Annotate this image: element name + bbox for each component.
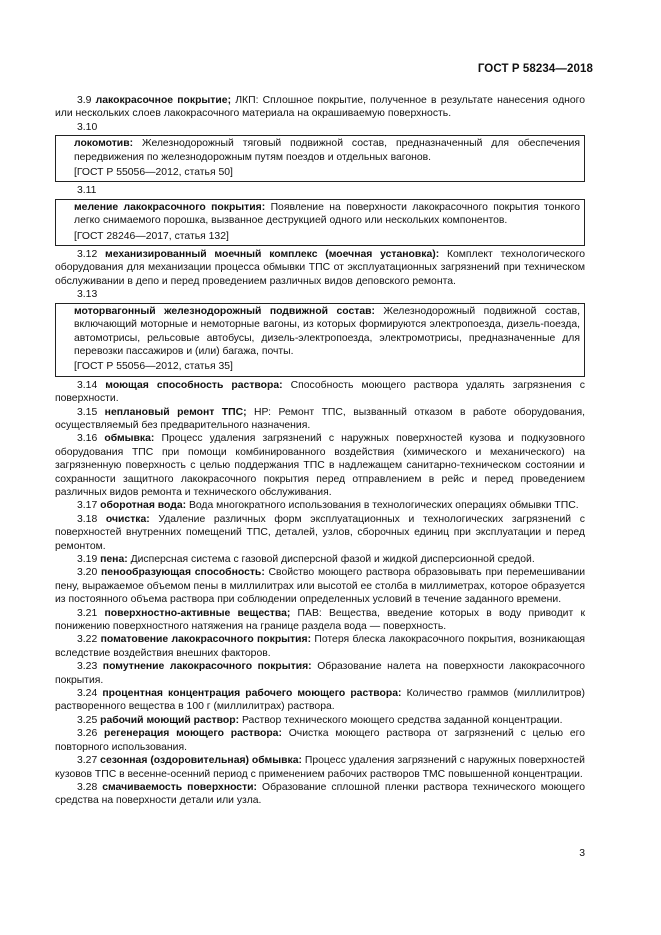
entry-definition: Удаление различных форм эксплуатационных и технологических загрязнений с поверхностей внутренних помещений ТПС, деталей, узлов, сборочных единиц при эксплуатации и перед ремонтом. <box>55 513 585 552</box>
entry-number: 3.15 <box>77 406 98 418</box>
entry-definition: Дисперсная система с газовой дисперсной фазой и жидкой дисперсионной средой. <box>127 554 535 565</box>
entry-term: моторвагонный железнодорожный подвижной состав: <box>74 305 375 317</box>
entry-definition: Количество граммов (миллилитров) растворенного вещества в 100 г (миллилитрах) раствора. <box>55 688 585 713</box>
term-entry-3-16 <box>55 432 585 499</box>
entry-term: сезонная (оздоровительная) обмывка: <box>100 755 302 767</box>
term-entry-3-28 <box>55 781 585 808</box>
entry-number: 3.26 <box>77 728 98 740</box>
entry-term: обмывка: <box>104 433 155 445</box>
entry-term: смачиваемость поверхности: <box>102 781 258 793</box>
entry-definition: НР: Ремонт ТПС, вызванный отказом в работе оборудования, осуществляемый без предварительного назначения. <box>55 406 585 431</box>
entry-number: 3.27 <box>77 755 98 767</box>
term-entry-3-12 <box>55 248 585 288</box>
entry-term: очистка: <box>105 513 150 525</box>
entry-term: меление лакокрасочного покрытия: <box>74 201 266 213</box>
entry-term: поматовение лакокрасочного покрытия: <box>100 634 312 646</box>
entry-number: 3.23 <box>77 661 98 673</box>
entry-number: 3.19 <box>77 554 98 565</box>
page-number: 3 <box>579 848 585 859</box>
source-reference: [ГОСТ 28246—2017, статья 132] <box>74 230 229 242</box>
entry-definition: Образование налета на поверхности лакокрасочного покрытия. <box>55 661 586 686</box>
entry-definition: Процесс удаления загрязнений с наружных поверхностей кузовов ТПС в весенне-осенний период с применением рабочих растворов ТМС повышенной концентрации. <box>55 755 585 780</box>
term-entry-3-19 <box>55 553 585 566</box>
entry-definition: ЛКП: Сплошное покрытие, полученное в результате нанесения одного или нескольких слоев лакокрасочного материала на окрашиваемую поверхность. <box>55 95 585 120</box>
entry-number: 3.18 <box>77 513 98 525</box>
entry-definition: Вода многократного использования в технологических операциях обмывки ТПС. <box>186 500 579 512</box>
term-entry-3-21 <box>55 607 585 634</box>
entry-number: 3.9 <box>77 95 92 106</box>
term-entry-3-18 <box>55 513 585 553</box>
entry-definition: Появление на поверхности лакокрасочного покрытия тонкого легко снимаемого порошка, вызванное деструкцией одного или нескольких компонентов. <box>74 201 580 227</box>
entry-definition: Образование сплошной пленки раствора технического моющего средства на поверхности детали или узла. <box>55 781 585 807</box>
term-entry-3-22 <box>55 633 585 660</box>
entry-number: 3.28 <box>77 781 98 793</box>
entry-number-3-10: 3.10 <box>77 121 98 133</box>
entry-definition: Потеря блеска лакокрасочного покрытия, возникающая вследствие воздействия внешних факторов. <box>55 634 586 659</box>
source-reference: [ГОСТ Р 55056—2012, статья 35] <box>74 361 233 373</box>
entry-term: оборотная вода: <box>100 500 187 512</box>
entry-term: пенообразующая способность: <box>101 567 265 579</box>
term-entry-3-26 <box>55 727 585 754</box>
entry-definition: Раствор технического моющего средства заданной концентрации. <box>239 714 563 726</box>
term-entry-3-27 <box>55 754 585 781</box>
term-box-3-13 <box>55 303 585 377</box>
entry-term: процентная концентрация рабочего моющего раствора: <box>102 688 402 700</box>
entry-definition: Процесс удаления загрязнений с наружных поверхностей кузова и подкузовного оборудования ТПС при помощи комбинированного воздействия (химического и механического) на загрязненную поверхность с целью поддержания ТПС в надлежащем санитарно-техническом состоянии и сохранности защитного лакокрасочного покрытия перед отправлением в рейс и перед проведением различных видов ремонта и технического обслуживания. <box>55 433 585 498</box>
term-box-3-11 <box>55 199 585 246</box>
term-entry-3-20 <box>55 566 585 606</box>
entry-term: неплановый ремонт ТПС; <box>104 406 247 418</box>
entry-definition: Железнодорожный подвижной состав, включающий моторные и немоторные вагоны, из которых формируются электропоезда, дизель-поезда, автомотрисы, рельсовые автобусы, дизель-электропоезда, электромотрисы, предназначенные для перевозки пассажиров и (или) багажа, почты. <box>74 305 580 357</box>
entry-number: 3.12 <box>77 249 98 261</box>
entry-definition: Очистка моющего раствора от загрязнений с целью его повторного использования. <box>55 728 585 753</box>
entry-definition: Способность моющего раствора удалять загрязнения с поверхности. <box>55 379 585 405</box>
entry-term: локомотив: <box>74 138 134 150</box>
entry-term: механизированный моечный комплекс (моечная установка): <box>105 249 440 261</box>
term-entry-3-14 <box>55 379 585 406</box>
entry-number: 3.20 <box>77 567 98 579</box>
entry-term: моющая способность раствора: <box>105 379 283 391</box>
entry-term: рабочий моющий раствор: <box>100 714 240 726</box>
term-entry-3-17 <box>55 499 585 512</box>
entry-number: 3.25 <box>77 714 98 726</box>
entry-number: 3.14 <box>77 379 98 391</box>
entry-number-3-11: 3.11 <box>77 185 97 197</box>
terms-definitions-section <box>55 94 585 808</box>
entry-term: регенерация моющего раствора: <box>104 728 282 740</box>
entry-number: 3.16 <box>77 433 98 445</box>
term-entry-3-23 <box>55 660 585 687</box>
entry-term: поверхностно-активные вещества; <box>104 607 291 619</box>
term-entry-3-24 <box>55 687 585 714</box>
source-reference: [ГОСТ Р 55056—2012, статья 50] <box>74 167 233 179</box>
entry-term: помутнение лакокрасочного покрытия: <box>102 661 312 673</box>
term-entry-3-9 <box>55 94 585 121</box>
entry-term: пена: <box>100 554 128 565</box>
entry-number: 3.22 <box>77 634 98 646</box>
entry-definition: ПАВ: Вещества, введение которых в воду приводит к понижению поверхностного натяжения на границе раздела вода — поверхность. <box>55 607 585 633</box>
term-box-3-10 <box>55 135 585 182</box>
term-entry-3-15 <box>55 406 585 433</box>
entry-definition: Комплект технологического оборудования для механизации процесса обмывки ТПС от эксплуатационных загрязнений при техническом обслуживании в депо и перед проведением различных видов деповского ремонта. <box>55 249 585 287</box>
entry-number: 3.17 <box>77 500 98 512</box>
entry-definition: Железнодорожный тяговый подвижной состав, предназначенный для обеспечения передвижения по железнодорожным путям поездов и отдельных вагонов. <box>74 138 580 163</box>
entry-number: 3.21 <box>77 607 98 619</box>
entry-term: лакокрасочное покрытие; <box>95 95 232 106</box>
term-entry-3-25 <box>55 714 585 727</box>
entry-number: 3.24 <box>77 688 98 700</box>
entry-definition: Свойство моющего раствора образовывать при перемешивании пену, выражаемое объемом пены в миллилитрах или высотой ее столба в миллиметрах, которое образуется из постоянного объема раствора при соблюдении определенных условий в течение заданного времени. <box>55 567 585 606</box>
document-standard-header: ГОСТ Р 58234—2018 <box>477 63 593 75</box>
entry-number-3-13: 3.13 <box>77 289 98 301</box>
